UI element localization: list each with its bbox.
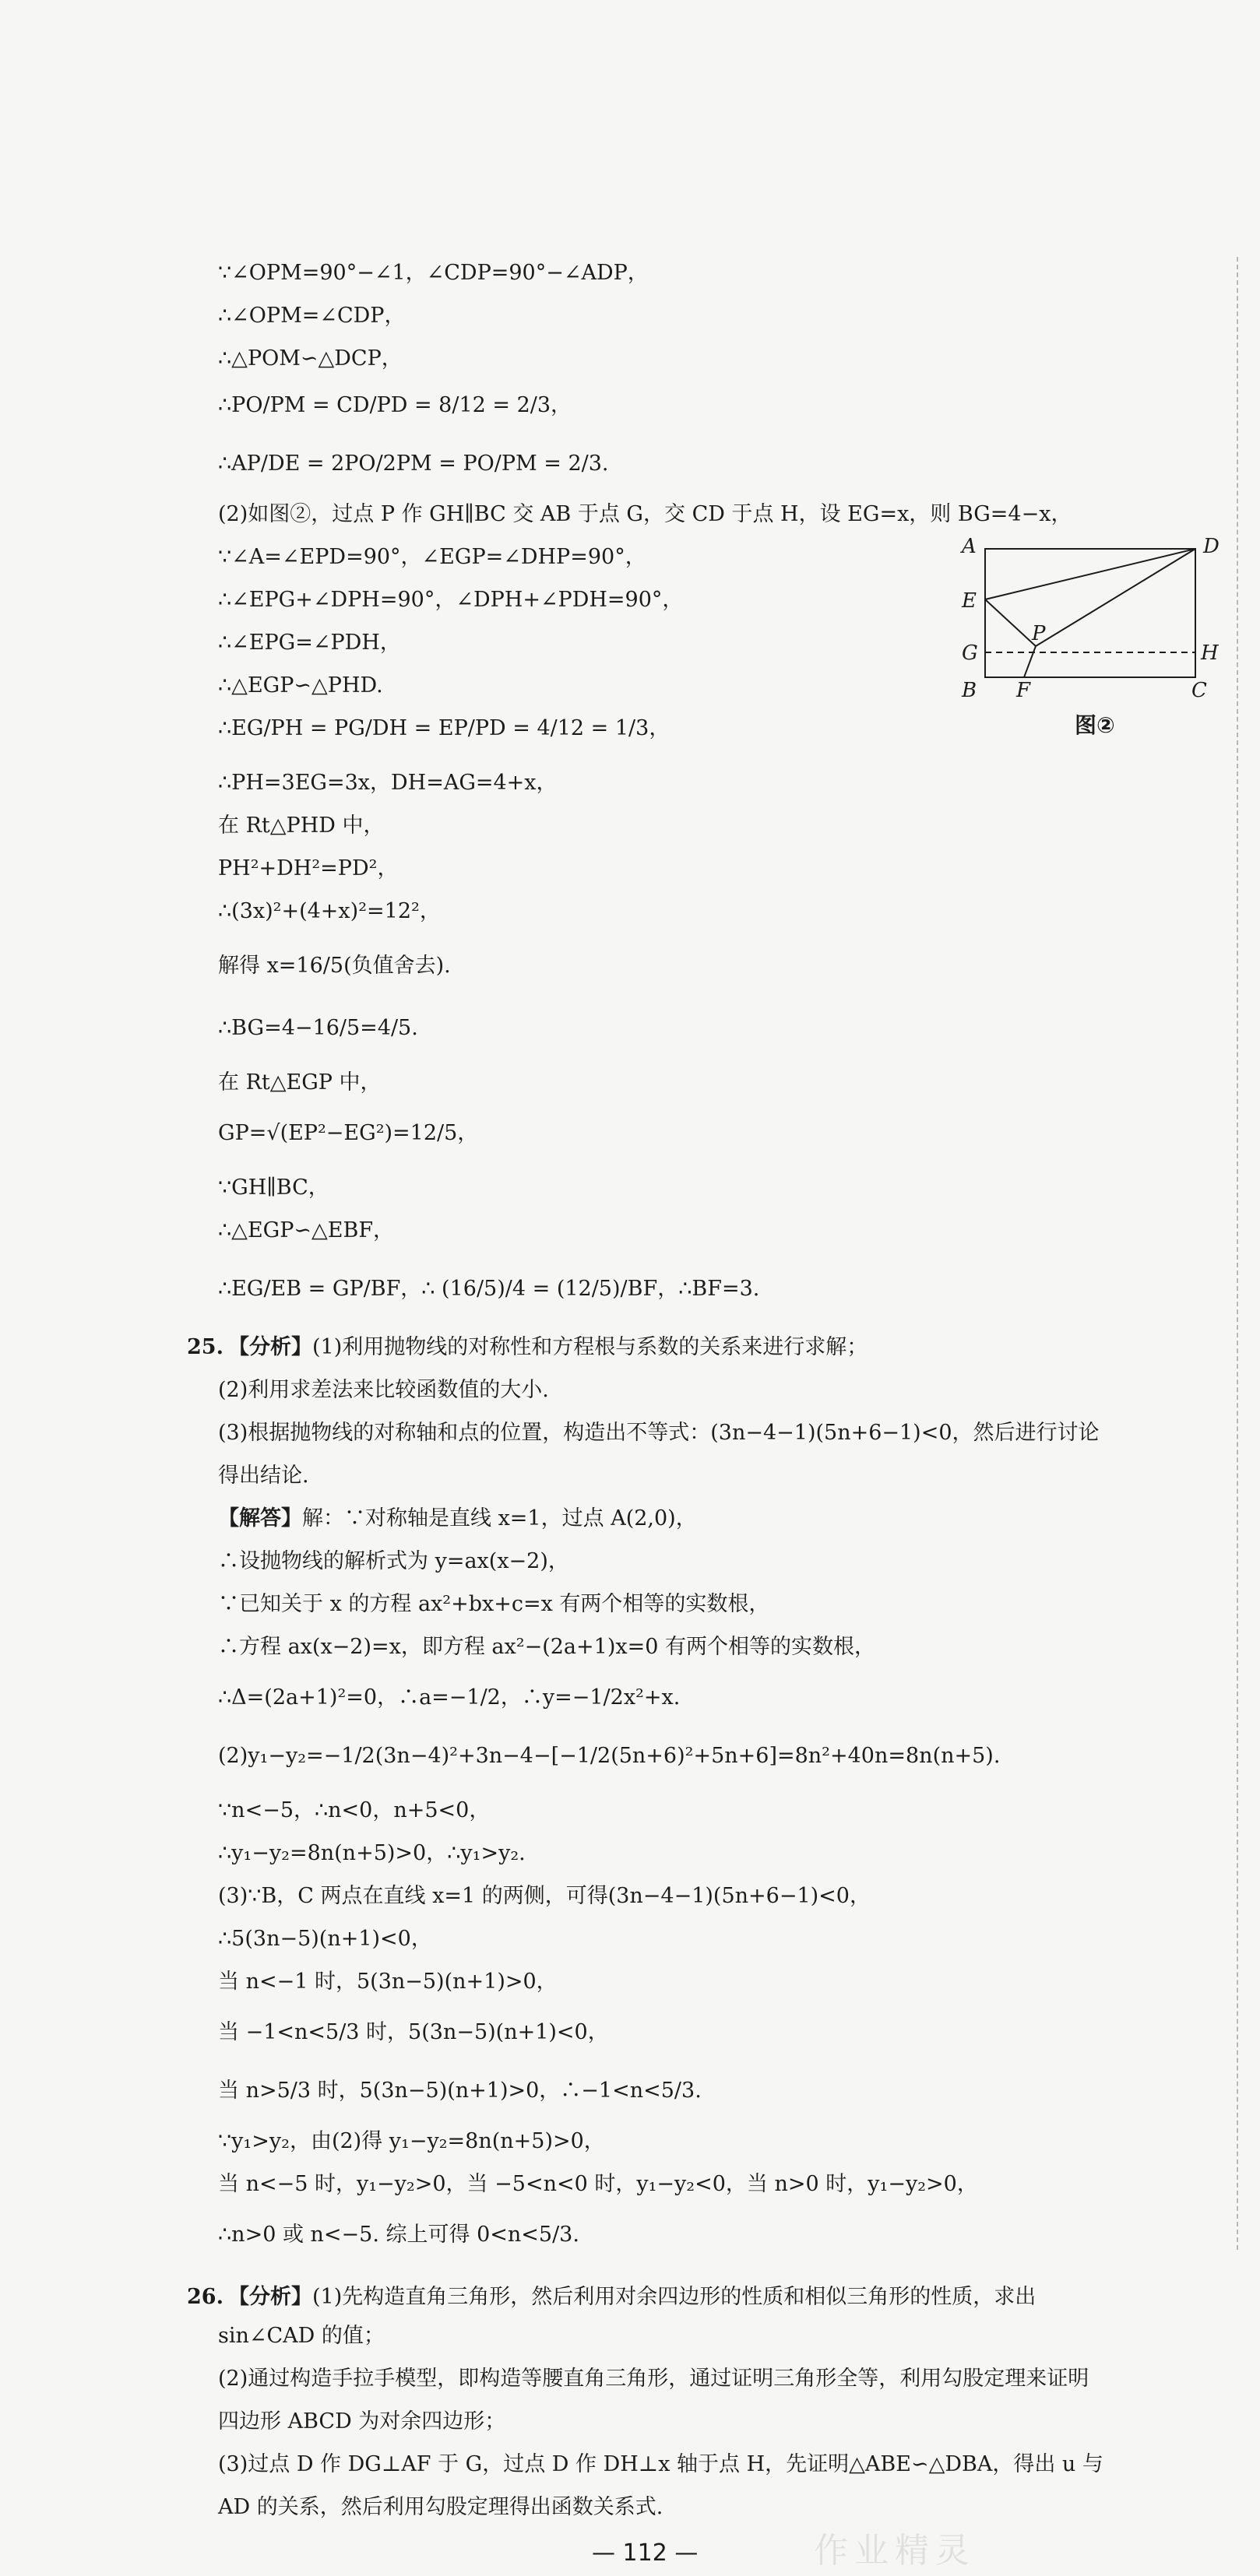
label-g: G xyxy=(962,641,978,665)
text-line: 在 Rt△EGP 中， xyxy=(218,1070,382,1095)
text-line: ∴∠OPM=∠CDP， xyxy=(218,304,406,328)
answer-text: 解：∵对称轴是直线 x=1，过点 A(2,0)， xyxy=(302,1506,697,1530)
text-line: ∴△EGP∽△EBF， xyxy=(218,1218,395,1242)
label-d: D xyxy=(1203,537,1220,558)
analysis-tag: 【分析】 xyxy=(227,1335,312,1359)
text-line: ∴设抛物线的解析式为 y=ax(x−2)， xyxy=(218,1549,569,1573)
text-line: ∴Δ=(2a+1)²=0，∴a=−1/2，∴y=−1/2x²+x. xyxy=(218,1685,681,1710)
text-line: ∴(3x)²+(4+x)²=12²， xyxy=(218,899,441,923)
text-line: ∵y₁>y₂，由(2)得 y₁−y₂=8n(n+5)>0， xyxy=(218,2129,605,2153)
question-number: 26. xyxy=(187,2285,223,2309)
label-p: P xyxy=(1032,622,1046,645)
text-line: 当 −1<n<5/3 时，5(3n−5)(n+1)<0， xyxy=(218,2020,609,2044)
question-25-answer xyxy=(218,1506,697,1531)
text-line: (3)过点 D 作 DG⊥AF 于 G，过点 D 作 DH⊥x 轴于点 H，先证明△ABE∽△DBA，得出 u 与 xyxy=(218,2452,1103,2476)
segment-ed xyxy=(985,549,1195,599)
text-line: ∴EG/PH = PG/DH = EP/PD = 4/12 = 1/3， xyxy=(218,716,670,740)
text-line: ∴y₁−y₂=8n(n+5)>0，∴y₁>y₂. xyxy=(218,1841,526,1865)
page-number: — 112 — xyxy=(592,2539,699,2567)
text-line: ∴PO/PM = CD/PD = 8/12 = 2/3， xyxy=(218,393,572,417)
text-line: ∴BG=4−16/5=4/5. xyxy=(218,1016,418,1040)
text-line: (2)如图②，过点 P 作 GH∥BC 交 AB 于点 G，交 CD 于点 H，设 EG=x，则 BG=4−x， xyxy=(218,502,1072,526)
text-line: ∵∠A=∠EPD=90°，∠EGP=∠DHP=90°， xyxy=(218,545,646,569)
text-line: ∵∠OPM=90°−∠1，∠CDP=90°−∠ADP， xyxy=(218,261,649,285)
text-line: 解得 x=16/5(负值舍去). xyxy=(218,954,451,978)
text-line: 在 Rt△PHD 中， xyxy=(218,814,385,838)
text-line: (3)∵B，C 两点在直线 x=1 的两侧，可得(3n−4−1)(5n+6−1)<0， xyxy=(218,1884,871,1908)
analysis-tag: 【分析】 xyxy=(227,2285,312,2309)
label-f: F xyxy=(1016,679,1031,702)
text-line: 当 n<−1 时，5(3n−5)(n+1)>0， xyxy=(218,1970,558,1994)
text-line: ∴方程 ax(x−2)=x，即方程 ax²−(2a+1)x=0 有两个相等的实数根， xyxy=(218,1635,875,1659)
text-line: 得出结论. xyxy=(218,1464,309,1488)
label-c: C xyxy=(1191,679,1207,702)
label-h: H xyxy=(1201,641,1219,665)
text-line: (2)通过构造手拉手模型，即构造等腰直角三角形，通过证明三角形全等，利用勾股定理来证明 xyxy=(218,2367,1089,2391)
label-e: E xyxy=(962,589,977,613)
text-line: ∴EG/EB = GP/BF，∴ (16/5)/4 = (12/5)/BF，∴BF=3. xyxy=(218,1277,760,1301)
label-a: A xyxy=(962,537,977,558)
segment-ep xyxy=(985,599,1036,646)
analysis-text: (1)利用抛物线的对称性和方程根与系数的关系来进行求解； xyxy=(311,1335,868,1359)
text-line: ∴5(3n−5)(n+1)<0， xyxy=(218,1927,432,1951)
text-line: 当 n<−5 时，y₁−y₂>0，当 −5<n<0 时，y₁−y₂<0，当 n>0 时，y₁−y₂>0， xyxy=(218,2172,978,2196)
text-line: (2)利用求差法来比较函数值的大小. xyxy=(218,1378,549,1402)
text-line: ∴△EGP∽△PHD. xyxy=(218,673,383,698)
segment-pd xyxy=(1036,549,1195,646)
text-line: ∴n>0 或 n<−5. 综上可得 0<n<5/3. xyxy=(218,2223,579,2247)
label-b: B xyxy=(962,679,977,702)
question-number: 25. xyxy=(187,1335,223,1359)
text-line: ∴PH=3EG=3x，DH=AG=4+x， xyxy=(218,771,558,795)
text-line: ∵GH∥BC， xyxy=(218,1176,329,1200)
segment-pf xyxy=(1024,646,1036,677)
analysis-text: (1)先构造直角三角形，然后利用对余四边形的性质和相似三角形的性质，求出 xyxy=(311,2285,1037,2309)
text-line: (3)根据抛物线的对称轴和点的位置，构造出不等式：(3n−4−1)(5n+6−1)<0，然后进行讨论 xyxy=(218,1421,1100,1445)
text-line: AD 的关系，然后利用勾股定理得出函数关系式. xyxy=(218,2495,663,2519)
margin-dashed-line xyxy=(1237,257,1238,2250)
text-line: PH²+DH²=PD²， xyxy=(218,856,399,880)
figure-caption: 图② xyxy=(1075,712,1115,738)
question-25-analysis xyxy=(187,1335,868,1360)
text-line: ∴AP/DE = 2PO/2PM = PO/PM = 2/3. xyxy=(218,452,609,476)
text-line: GP=√(EP²−EG²)=12/5， xyxy=(218,1121,479,1145)
text-line: 四边形 ABCD 为对余四边形； xyxy=(218,2409,506,2434)
answer-tag: 【解答】 xyxy=(218,1506,302,1530)
text-line: ∵n<−5，∴n<0，n+5<0， xyxy=(218,1798,491,1822)
text-line: ∴∠EPG+∠DPH=90°，∠DPH+∠PDH=90°， xyxy=(218,588,684,612)
text-line: (2)y₁−y₂=−1/2(3n−4)²+3n−4−[−1/2(5n+6)²+5n+6]=8n²+40n=8n(n+5). xyxy=(218,1744,1001,1768)
text-line: ∴△POM∽△DCP， xyxy=(218,346,403,371)
question-26-analysis xyxy=(187,2285,1036,2310)
text-line: ∵已知关于 x 的方程 ax²+bx+c=x 有两个相等的实数根， xyxy=(218,1592,770,1616)
text-line: sin∠CAD 的值； xyxy=(218,2324,385,2348)
watermark: 作业精灵 xyxy=(814,2531,976,2571)
text-line: 当 n>5/3 时，5(3n−5)(n+1)>0，∴−1<n<5/3. xyxy=(218,2079,702,2103)
text-line: ∴∠EPG=∠PDH， xyxy=(218,631,401,655)
